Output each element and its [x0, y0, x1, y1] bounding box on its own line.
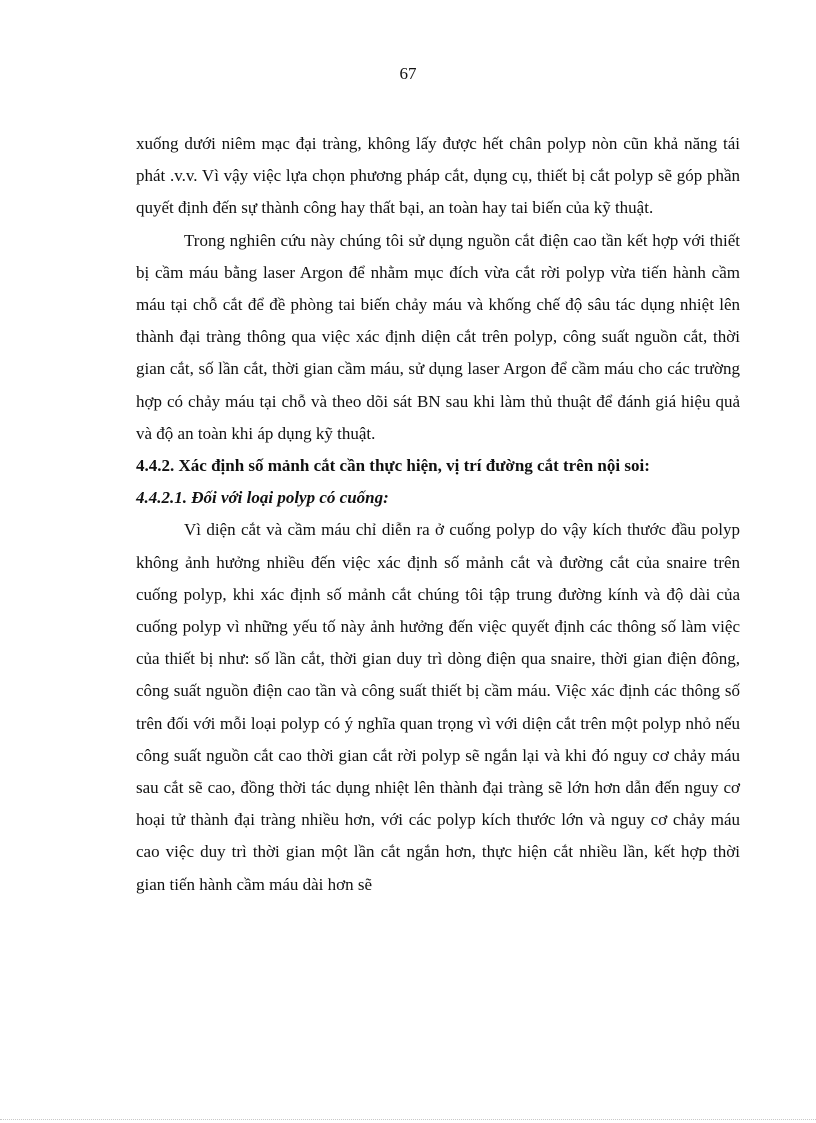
subsection-heading: 4.4.2.1. Đối với loại polyp có cuống: [136, 488, 389, 508]
document-body [136, 128, 740, 901]
page-bottom-divider [0, 1119, 816, 1120]
paragraph-study-method: Trong nghiên cứu này chúng tôi sử dụng nguồn cắt điện cao tần kết hợp với thiết bị cầm máu bằng laser Argon để nhằm mục đích vừa cắt rời polyp vừa tiến hành cầm máu tại chỗ cắt để đề phòng tai biến chảy máu và khống chế độ sâu tác dụng nhiệt lên thành đại tràng thông qua việc xác định diện cắt trên polyp, công suất nguồn cắt, thời gian cắt, số lần cắt, thời gian cầm máu, sử dụng laser Argon để cầm máu cho các trường hợp có chảy máu tại chỗ và theo dõi sát BN sau khi làm thủ thuật để đánh giá hiệu quả và độ an toàn khi áp dụng kỹ thuật. [136, 230, 740, 443]
section-heading: 4.4.2. Xác định số mảnh cắt cần thực hiện, vị trí đường cắt trên nội soi: [136, 456, 650, 476]
paragraph-pedunculated-polyp: Vì diện cắt và cầm máu chỉ diễn ra ở cuống polyp do vậy kích thước đầu polyp không ảnh hưởng nhiều đến việc xác định số mảnh cắt và đường cắt của snaire trên cuống polyp, khi xác định số mảnh cắt chúng tôi tập trung đường kính và độ dài của cuống polyp vì những yếu tố này ảnh hưởng đến việc quyết định các thông số làm việc của thiết bị như: số lần cắt, thời gian duy trì dòng điện qua snaire, thời gian điện đông, công suất nguồn điện cao tần và công suất thiết bị cầm máu. Việc xác định các thông số trên đối với mỗi loại polyp có ý nghĩa quan trọng vì với diện cắt trên một polyp nhỏ nếu công suất nguồn cắt cao thời gian cắt rời polyp sẽ ngắn lại và khi đó nguy cơ chảy máu sau cắt sẽ cao, đồng thời tác dụng nhiệt lên thành đại tràng sẽ lớn hơn dẫn đến nguy cơ hoại tử thành đại tràng nhiều hơn, với các polyp kích thước lớn và nguy cơ chảy máu cao việc duy trì thời gian một lần cắt ngắn hơn, thực hiện cắt nhiều lần, kết hợp thời gian tiến hành cầm máu dài hơn sẽ [136, 520, 740, 894]
paragraph-continuation: xuống dưới niêm mạc đại tràng, không lấy được hết chân polyp nòn cũn khả năng tái phát .v.v. Vì vậy việc lựa chọn phương pháp cắt, dụng cụ, thiết bị cắt polyp sẽ góp phần quyết định đến sự thành công hay thất bại, an toàn hay tai biến của kỹ thuật. [136, 134, 740, 218]
page-number: 67 [399, 64, 417, 83]
